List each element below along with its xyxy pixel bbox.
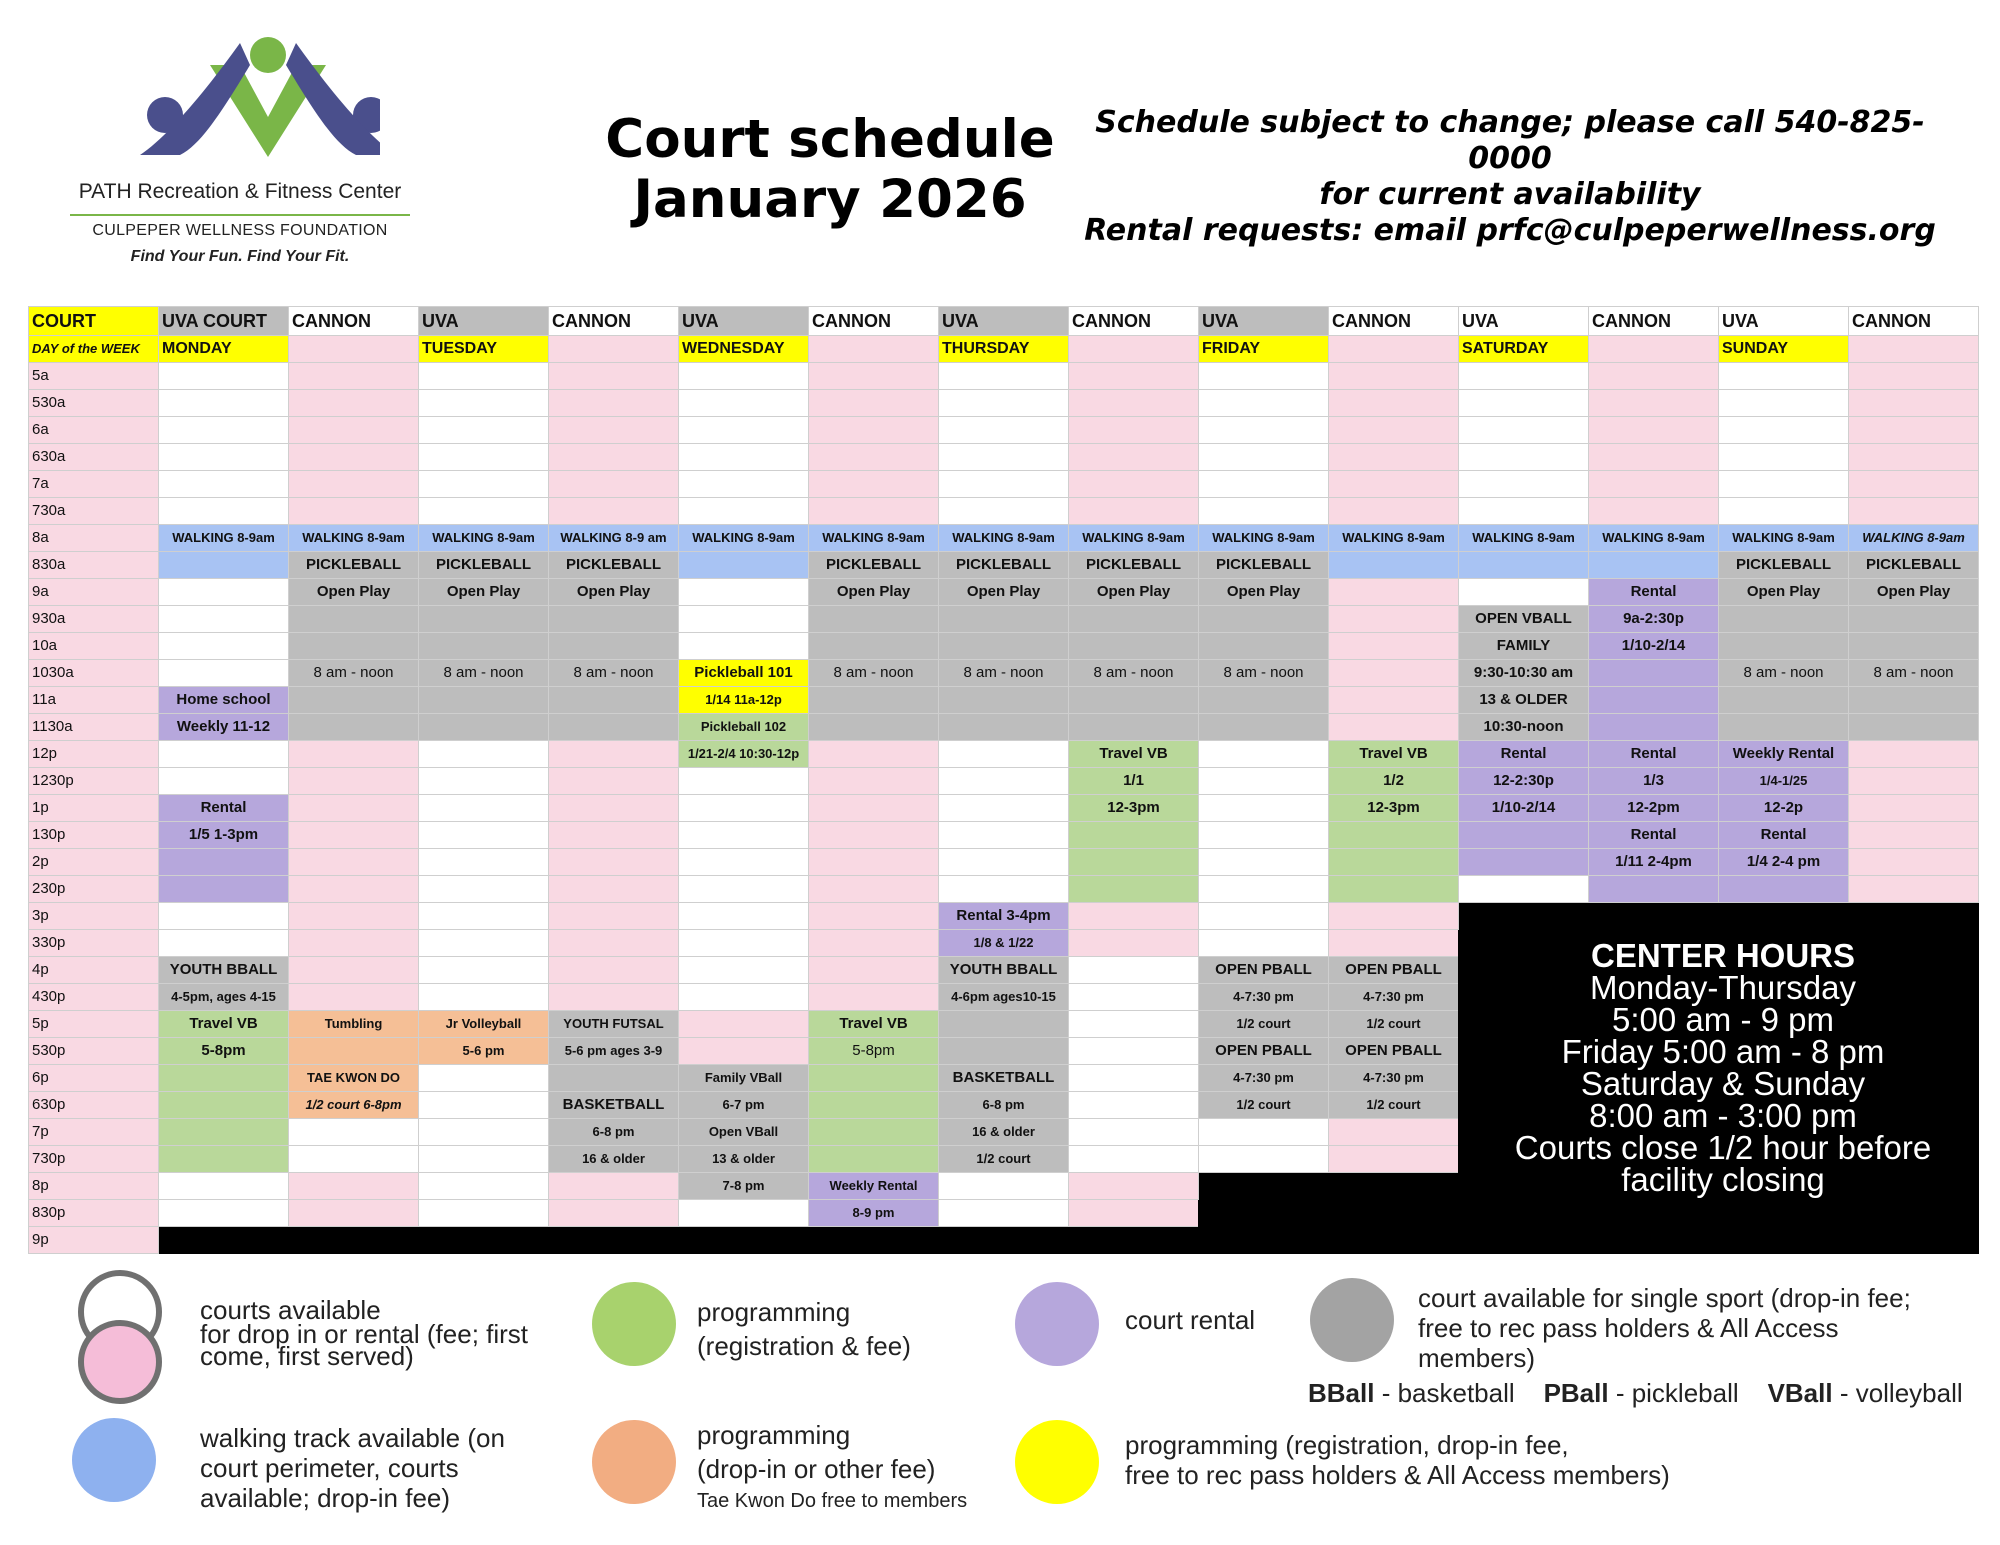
legend-single-sport-swatch xyxy=(1310,1278,1394,1362)
rental-slot: 1/10-2/14 xyxy=(1459,795,1589,822)
legend-line: programming xyxy=(697,1297,851,1327)
rental-slot: 12-2:30p xyxy=(1459,768,1589,795)
time-row xyxy=(29,849,1979,876)
walking-slot: WALKING 8-9am xyxy=(1199,525,1329,552)
court-header: CANNON xyxy=(1069,307,1199,336)
time-label: 130p xyxy=(29,822,159,849)
time-row xyxy=(29,579,1979,606)
taekwondo-slot: TAE KWON DO xyxy=(289,1065,419,1092)
rental-slot: 1/10-2/14 xyxy=(1589,633,1719,660)
pickleball-hours: 8 am - noon xyxy=(289,660,419,687)
court-header: UVA xyxy=(1199,307,1329,336)
pickleball-slot: PICKLEBALL xyxy=(1069,552,1199,579)
rental-slot: Rental xyxy=(159,795,289,822)
time-label: 1p xyxy=(29,795,159,822)
basketball-slot: BASKETBALL xyxy=(939,1065,1069,1092)
day-label: DAY of the WEEK xyxy=(29,336,159,363)
youth-futsal-slot: 5-6 pm ages 3-9 xyxy=(549,1038,679,1065)
time-row xyxy=(29,903,1979,930)
walking-slot: WALKING 8-9am xyxy=(1849,525,1979,552)
legend-line: free to rec pass holders & All Access xyxy=(1418,1313,1839,1343)
rental-slot: 1/4 2-4 pm xyxy=(1719,849,1849,876)
travel-vb-slot: 5-8pm xyxy=(159,1038,289,1065)
pickleball-hours: 8 am - noon xyxy=(1199,660,1329,687)
open-vball-slot: FAMILY xyxy=(1459,633,1589,660)
pickleball-open-play: Open Play xyxy=(1849,579,1979,606)
time-label: 530p xyxy=(29,1038,159,1065)
family-vball-slot: Open VBall xyxy=(679,1119,809,1146)
open-pball-slot: OPEN PBALL xyxy=(1329,1038,1459,1065)
walking-slot: WALKING 8-9am xyxy=(1719,525,1849,552)
open-pball-slot: OPEN PBALL xyxy=(1199,1038,1329,1065)
center-hours-line: Monday-Thursday xyxy=(1590,969,1856,1006)
open-pball-slot: 4-7:30 pm xyxy=(1329,984,1459,1011)
center-hours-title: CENTER HOURS xyxy=(1590,937,1856,974)
walking-slot: WALKING 8-9am xyxy=(289,525,419,552)
walking-slot: WALKING 8-9 am xyxy=(549,525,679,552)
time-label: 230p xyxy=(29,876,159,903)
time-label: 12p xyxy=(29,741,159,768)
travel-vb-slot: Travel VB xyxy=(809,1011,939,1038)
legend-line: court available for single sport (drop-in fee; xyxy=(1418,1283,1911,1313)
center-hours-line: 5:00 am - 9 pm xyxy=(1612,1001,1834,1038)
youth-bball-slot: YOUTH BBALL xyxy=(159,957,289,984)
time-row xyxy=(29,741,1979,768)
legend-line: (drop-in or other fee) xyxy=(697,1454,936,1484)
youth-bball-slot: YOUTH BBALL xyxy=(939,957,1069,984)
legend-rental-swatch xyxy=(1015,1282,1099,1366)
schedule-notice xyxy=(1070,105,1950,249)
title-line-2: January 2026 xyxy=(633,169,1027,230)
legend-registration-text xyxy=(1125,1430,1670,1490)
open-pball-slot: 1/2 court xyxy=(1199,1092,1329,1119)
legend-line: walking track available (on xyxy=(200,1423,505,1453)
time-label: 630p xyxy=(29,1092,159,1119)
court-header: UVA xyxy=(419,307,549,336)
legend-line: programming (registration, drop-in fee, xyxy=(1125,1430,1569,1460)
pickleball-slot: PICKLEBALL xyxy=(549,552,679,579)
abbreviation-key xyxy=(1308,1378,1963,1409)
rental-slot: 1/11 2-4pm xyxy=(1589,849,1719,876)
taekwondo-slot: 1/2 court 6-8pm xyxy=(289,1092,419,1119)
day-header: TUESDAY xyxy=(419,336,549,363)
travel-vb-slot: Travel VB xyxy=(159,1011,289,1038)
court-header: UVA xyxy=(1459,307,1589,336)
center-hours-line: Courts close 1/2 hour before xyxy=(1514,1129,1932,1166)
court-header: UVA COURT xyxy=(159,307,289,336)
org-foundation: CULPEPER WELLNESS FOUNDATION xyxy=(92,222,388,239)
pickleball-101-slot: Pickleball 101 xyxy=(679,660,809,687)
court-header: UVA xyxy=(1719,307,1849,336)
basketball-slot: 1/2 court xyxy=(939,1146,1069,1173)
time-row xyxy=(29,714,1979,741)
org-logo xyxy=(60,25,420,275)
open-vball-slot: 10:30-noon xyxy=(1459,714,1589,741)
time-label: 730a xyxy=(29,498,159,525)
notice-line-2: for current availability xyxy=(1319,177,1701,212)
legend-registration-swatch xyxy=(1015,1420,1099,1504)
pickleball-102-slot: 1/21-2/4 10:30-12p xyxy=(679,741,809,768)
day-header: THURSDAY xyxy=(939,336,1069,363)
pickleball-open-play: Open Play xyxy=(809,579,939,606)
family-vball-slot: 13 & older xyxy=(679,1146,809,1173)
travel-vb-slot: 1/2 xyxy=(1329,768,1459,795)
title-line-1: Court schedule xyxy=(605,109,1055,170)
pickleball-slot: PICKLEBALL xyxy=(1719,552,1849,579)
youth-futsal-slot: YOUTH FUTSAL xyxy=(549,1011,679,1038)
pickleball-open-play: Open Play xyxy=(1069,579,1199,606)
time-label: 1030a xyxy=(29,660,159,687)
time-row xyxy=(29,1227,1979,1254)
center-hours-line: Friday 5:00 am - 8 pm xyxy=(1561,1033,1885,1070)
pickleball-hours: 8 am - noon xyxy=(809,660,939,687)
open-vball-slot: OPEN VBALL xyxy=(1459,606,1589,633)
time-label: 5a xyxy=(29,363,159,390)
open-pball-slot: 4-7:30 pm xyxy=(1199,1065,1329,1092)
court-header: CANNON xyxy=(289,307,419,336)
time-row xyxy=(29,417,1979,444)
court-header: CANNON xyxy=(1329,307,1459,336)
pickleball-slot: PICKLEBALL xyxy=(1849,552,1979,579)
basketball-slot: 6-8 pm xyxy=(549,1119,679,1146)
time-row xyxy=(29,795,1979,822)
pickleball-hours: 8 am - noon xyxy=(1719,660,1849,687)
pickleball-hours: 8 am - noon xyxy=(419,660,549,687)
time-label: 7p xyxy=(29,1119,159,1146)
travel-vb-slot: Travel VB xyxy=(1329,741,1459,768)
rental-slot: 1/4-1/25 xyxy=(1719,768,1849,795)
rental-slot: 1/3 xyxy=(1589,768,1719,795)
court-header-row xyxy=(29,307,1979,336)
travel-vb-slot: 1/1 xyxy=(1069,768,1199,795)
time-label: 830a xyxy=(29,552,159,579)
walking-slot: WALKING 8-9am xyxy=(679,525,809,552)
legend-rental-text xyxy=(1125,1305,1255,1335)
jr-volleyball-slot: 5-6 pm xyxy=(419,1038,549,1065)
time-label: 430p xyxy=(29,984,159,1011)
legend-line: come, first served) xyxy=(200,1341,414,1371)
abbr-bball: BBall xyxy=(1308,1378,1375,1408)
pickleball-slot: PICKLEBALL xyxy=(939,552,1069,579)
open-pball-slot: 1/2 court xyxy=(1199,1011,1329,1038)
legend-single-sport-text xyxy=(1418,1283,1911,1373)
pickleball-open-play: Open Play xyxy=(549,579,679,606)
time-row xyxy=(29,498,1979,525)
time-label: 8p xyxy=(29,1173,159,1200)
walking-slot: WALKING 8-9am xyxy=(1329,525,1459,552)
open-pball-slot: 1/2 court xyxy=(1329,1092,1459,1119)
time-label: 4p xyxy=(29,957,159,984)
pickleball-open-play: Open Play xyxy=(289,579,419,606)
time-label: 1230p xyxy=(29,768,159,795)
legend-dropin-swatch xyxy=(592,1420,676,1504)
time-row xyxy=(29,525,1979,552)
time-label: 7a xyxy=(29,471,159,498)
homeschool-slot: Weekly 11-12 xyxy=(159,714,289,741)
time-label: 6p xyxy=(29,1065,159,1092)
time-row xyxy=(29,633,1979,660)
pickleball-hours: 8 am - noon xyxy=(939,660,1069,687)
time-row xyxy=(29,471,1979,498)
legend-line: (registration & fee) xyxy=(697,1331,911,1361)
pickleball-slot: PICKLEBALL xyxy=(419,552,549,579)
time-label: 2p xyxy=(29,849,159,876)
open-vball-slot: 9:30-10:30 am xyxy=(1459,660,1589,687)
time-row xyxy=(29,876,1979,903)
court-header: CANNON xyxy=(1589,307,1719,336)
rental-slot: 1/5 1-3pm xyxy=(159,822,289,849)
time-label: 11a xyxy=(29,687,159,714)
weekly-rental-slot: Weekly Rental xyxy=(809,1173,939,1200)
org-name: PATH Recreation & Fitness Center xyxy=(78,180,402,203)
time-row xyxy=(29,822,1979,849)
rental-slot: Rental xyxy=(1459,741,1589,768)
legend-line: courts available xyxy=(200,1295,381,1325)
day-header-row xyxy=(29,336,1979,363)
legend-walking-swatch xyxy=(72,1418,156,1502)
basketball-slot: 16 & older xyxy=(939,1119,1069,1146)
pickleball-open-play: Open Play xyxy=(419,579,549,606)
time-label: 5p xyxy=(29,1011,159,1038)
time-row xyxy=(29,606,1979,633)
pickleball-slot: PICKLEBALL xyxy=(809,552,939,579)
logo-figure-icon xyxy=(100,25,380,175)
time-label: 530a xyxy=(29,390,159,417)
pickleball-slot: PICKLEBALL xyxy=(1199,552,1329,579)
day-header: FRIDAY xyxy=(1199,336,1329,363)
rental-slot: Rental xyxy=(1589,822,1719,849)
family-vball-slot: 7-8 pm xyxy=(679,1173,809,1200)
legend-line: for drop in or rental (fee; first xyxy=(200,1319,529,1349)
pickleball-102-slot: Pickleball 102 xyxy=(679,714,809,741)
open-vball-slot: 13 & OLDER xyxy=(1459,687,1589,714)
basketball-slot: BASKETBALL xyxy=(549,1092,679,1119)
walking-slot: WALKING 8-9am xyxy=(1459,525,1589,552)
jr-volleyball-slot: Jr Volleyball xyxy=(419,1011,549,1038)
weekly-rental-slot: 8-9 pm xyxy=(809,1200,939,1227)
basketball-slot: 16 & older xyxy=(549,1146,679,1173)
abbr-meaning: - pickleball xyxy=(1608,1378,1739,1408)
open-pball-slot: 4-7:30 pm xyxy=(1329,1065,1459,1092)
center-hours-line: Saturday & Sunday xyxy=(1580,1065,1866,1102)
walking-slot: WALKING 8-9am xyxy=(809,525,939,552)
day-header: SUNDAY xyxy=(1719,336,1849,363)
time-row xyxy=(29,660,1979,687)
legend-line: court perimeter, courts xyxy=(200,1453,459,1483)
day-header: WEDNESDAY xyxy=(679,336,809,363)
court-header: UVA xyxy=(679,307,809,336)
time-label: 730p xyxy=(29,1146,159,1173)
center-hours-line: facility closing xyxy=(1621,1161,1825,1198)
time-label: 3p xyxy=(29,903,159,930)
open-pball-slot: OPEN PBALL xyxy=(1199,957,1329,984)
legend-line: members) xyxy=(1418,1343,1536,1373)
time-label: 630a xyxy=(29,444,159,471)
time-row xyxy=(29,444,1979,471)
notice-line-1: Schedule subject to change; please call 540-825-0000 xyxy=(1095,105,1925,176)
pickleball-hours: 8 am - noon xyxy=(549,660,679,687)
rental-slot: 12-2p xyxy=(1719,795,1849,822)
time-label: 1130a xyxy=(29,714,159,741)
rental-slot: 1/8 & 1/22 xyxy=(939,930,1069,957)
homeschool-slot: Home school xyxy=(159,687,289,714)
walking-slot: WALKING 8-9am xyxy=(1069,525,1199,552)
youth-bball-slot: 4-6pm ages10-15 xyxy=(939,984,1069,1011)
day-header: MONDAY xyxy=(159,336,289,363)
day-header: SATURDAY xyxy=(1459,336,1589,363)
open-pball-slot: 1/2 court xyxy=(1329,1011,1459,1038)
abbr-meaning: - volleyball xyxy=(1832,1378,1963,1408)
time-label: 830p xyxy=(29,1200,159,1227)
pickleball-open-play: Open Play xyxy=(939,579,1069,606)
legend-line: free to rec pass holders & All Access members) xyxy=(1125,1460,1670,1490)
time-label: 8a xyxy=(29,525,159,552)
abbr-vball: VBall xyxy=(1767,1378,1833,1408)
time-row xyxy=(29,768,1979,795)
pickleball-open-play: Open Play xyxy=(1199,579,1329,606)
logo-divider xyxy=(70,214,410,216)
notice-line-3: Rental requests: email prfc@culpeperwellness.org xyxy=(1084,213,1936,248)
legend-line: court rental xyxy=(1125,1305,1256,1335)
rental-slot: Rental 3-4pm xyxy=(939,903,1069,930)
legend-note: Tae Kwon Do free to members xyxy=(697,1490,968,1512)
walking-slot: WALKING 8-9am xyxy=(159,525,289,552)
pickleball-slot: PICKLEBALL xyxy=(289,552,419,579)
court-label: COURT xyxy=(29,307,159,336)
court-header: CANNON xyxy=(549,307,679,336)
legend-line: programming xyxy=(697,1420,851,1450)
legend-dropin-text xyxy=(697,1420,967,1516)
legend-programming-text xyxy=(697,1297,911,1361)
tumbling-slot: Tumbling xyxy=(289,1011,419,1038)
travel-vb-slot: 5-8pm xyxy=(809,1038,939,1065)
rental-slot: Weekly Rental xyxy=(1719,741,1849,768)
travel-vb-slot: 12-3pm xyxy=(1329,795,1459,822)
legend-walking-text xyxy=(200,1423,505,1513)
pickleball-101-slot: 1/14 11a-12p xyxy=(679,687,809,714)
rental-slot: Rental xyxy=(1589,741,1719,768)
pickleball-hours: 8 am - noon xyxy=(1069,660,1199,687)
time-label: 330p xyxy=(29,930,159,957)
court-header: UVA xyxy=(939,307,1069,336)
center-hours-line: 8:00 am - 3:00 pm xyxy=(1589,1097,1857,1134)
org-tagline: Find Your Fun. Find Your Fit. xyxy=(130,248,350,265)
rental-slot: 12-2pm xyxy=(1589,795,1719,822)
rental-slot: 9a-2:30p xyxy=(1589,606,1719,633)
family-vball-slot: 6-7 pm xyxy=(679,1092,809,1119)
time-label: 9a xyxy=(29,579,159,606)
travel-vb-slot: 12-3pm xyxy=(1069,795,1199,822)
page-title xyxy=(580,110,1080,230)
walking-slot: WALKING 8-9am xyxy=(419,525,549,552)
rental-slot: Rental xyxy=(1719,822,1849,849)
youth-bball-slot: 4-5pm, ages 4-15 xyxy=(159,984,289,1011)
time-row xyxy=(29,687,1979,714)
center-hours xyxy=(1463,937,1983,1198)
time-label: 9p xyxy=(29,1227,159,1254)
time-row xyxy=(29,390,1979,417)
abbr-meaning: - basketball xyxy=(1374,1378,1515,1408)
abbr-pball: PBall xyxy=(1543,1378,1609,1408)
legend-line: available; drop-in fee) xyxy=(200,1483,451,1513)
pickleball-hours: 8 am - noon xyxy=(1849,660,1979,687)
open-pball-slot: OPEN PBALL xyxy=(1329,957,1459,984)
open-pball-slot: 4-7:30 pm xyxy=(1199,984,1329,1011)
court-header: CANNON xyxy=(809,307,939,336)
legend-pink-swatch xyxy=(78,1320,162,1404)
time-row xyxy=(29,552,1979,579)
walking-slot: WALKING 8-9am xyxy=(939,525,1069,552)
time-label: 10a xyxy=(29,633,159,660)
pickleball-open-play: Open Play xyxy=(1719,579,1849,606)
rental-slot: Rental xyxy=(1589,579,1719,606)
legend-available-text xyxy=(200,1295,528,1371)
time-row xyxy=(29,363,1979,390)
time-label: 930a xyxy=(29,606,159,633)
family-vball-slot: Family VBall xyxy=(679,1065,809,1092)
legend-programming-swatch xyxy=(592,1282,676,1366)
court-header: CANNON xyxy=(1849,307,1979,336)
basketball-slot: 6-8 pm xyxy=(939,1092,1069,1119)
walking-slot: WALKING 8-9am xyxy=(1589,525,1719,552)
travel-vb-slot: Travel VB xyxy=(1069,741,1199,768)
time-label: 6a xyxy=(29,417,159,444)
